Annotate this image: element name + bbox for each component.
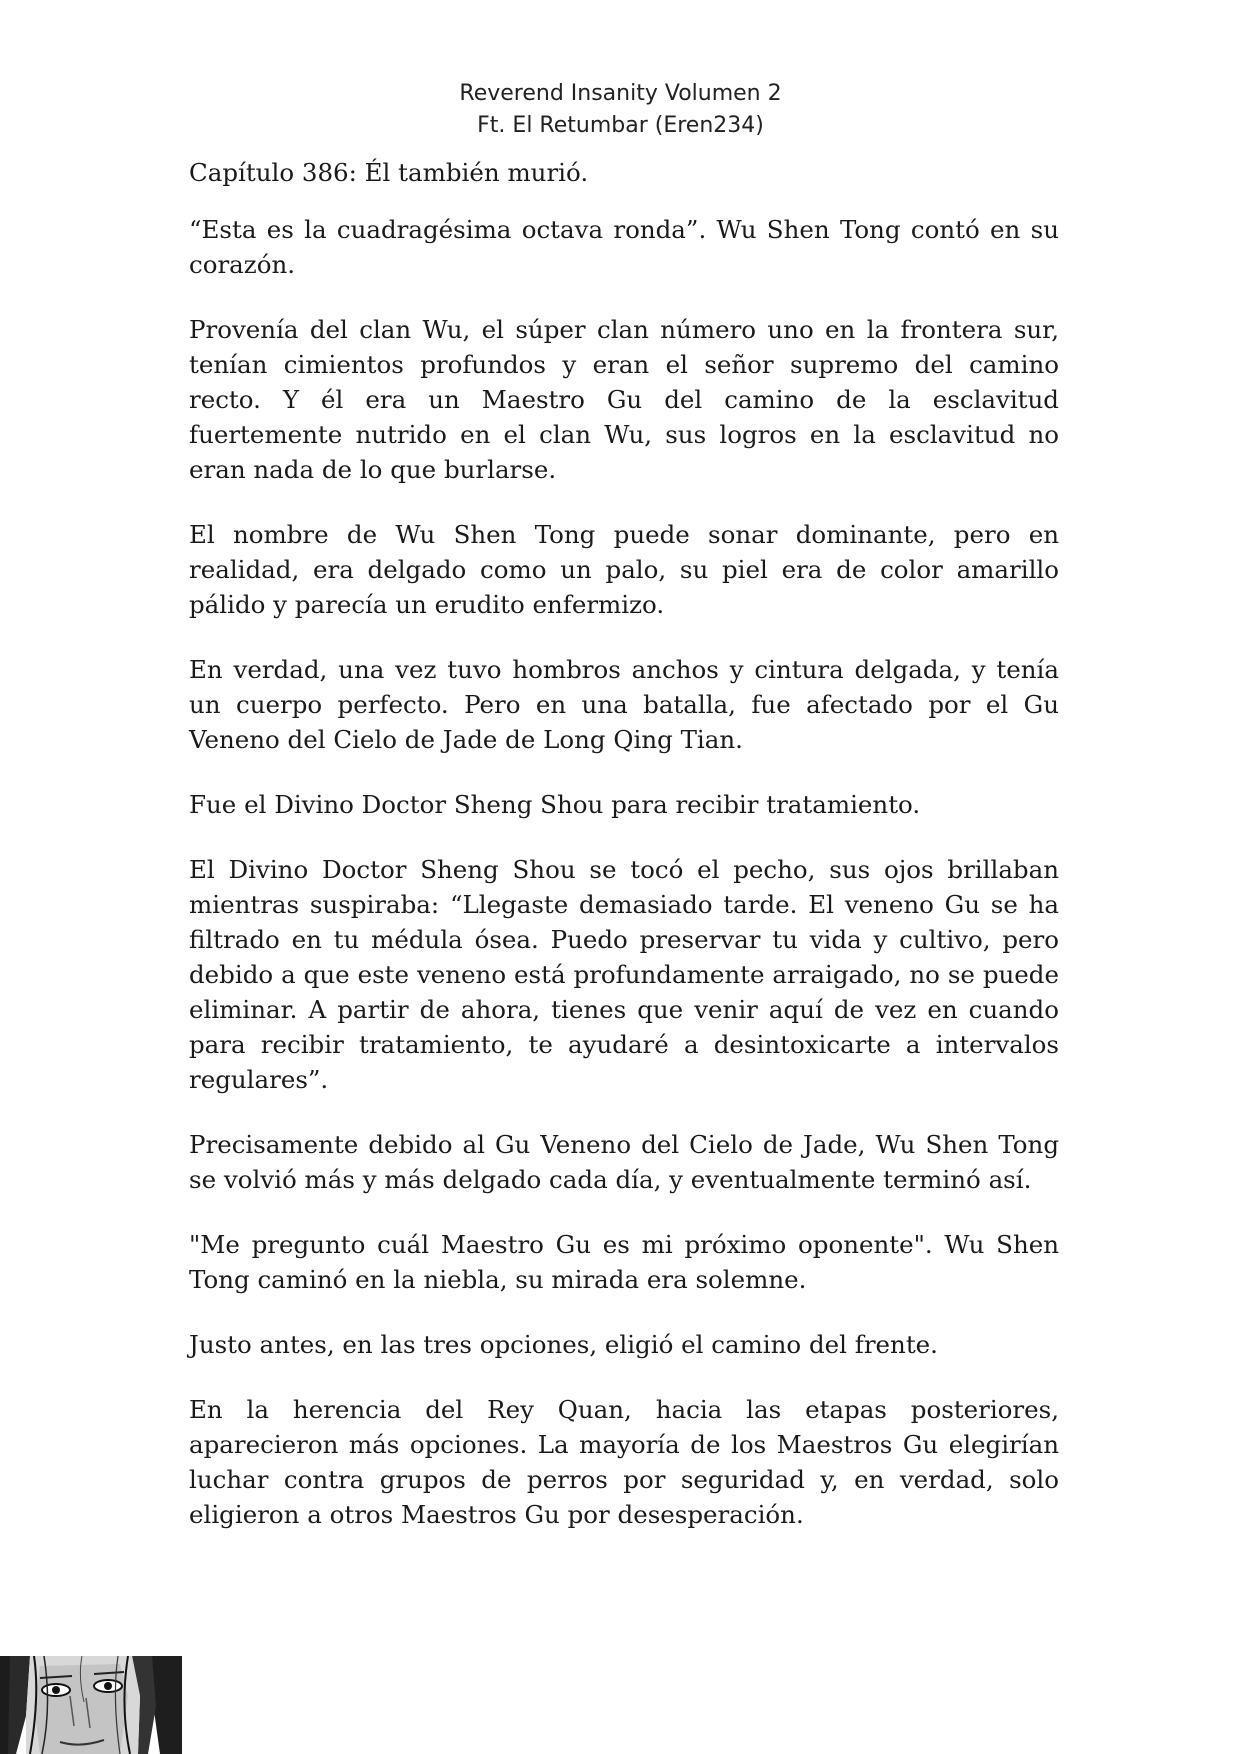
paragraph: Precisamente debido al Gu Veneno del Cielo de Jade, Wu Shen Tong se volvió más y más delgado cada día, y eventualmente terminó así. bbox=[189, 1130, 1059, 1194]
paragraph: Justo antes, en las tres opciones, eligió el camino del frente. bbox=[189, 1330, 938, 1359]
paragraph: El Divino Doctor Sheng Shou se tocó el pecho, sus ojos brillaban mientras suspiraba: “Llegaste demasiado tarde. El veneno Gu se ha filtrado en tu médula ósea. Puedo preservar tu vida y cultivo, pero debido a que este veneno está profundamente arraigado, no se puede eliminar. A partir de ahora, tienes que venir aquí de vez en cuando para recibir tratamiento, te ayudaré a desintoxicarte a intervalos regulares”. bbox=[189, 855, 1059, 1094]
document-header bbox=[0, 78, 1241, 142]
paragraph: Provenía del clan Wu, el súper clan número uno en la frontera sur, tenían cimientos profundos y eran el señor supremo del camino recto. Y él era un Maestro Gu del camino de la esclavitud fuertemente nutrido en el clan Wu, sus logros en la esclavitud no eran nada de lo que burlarse. bbox=[189, 315, 1059, 484]
paragraph: En verdad, una vez tuvo hombros anchos y cintura delgada, y tenía un cuerpo perfecto. Pero en una batalla, fue afectado por el Gu Veneno del Cielo de Jade de Long Qing Tian. bbox=[189, 655, 1059, 754]
chapter-title: Capítulo 386: Él también murió. bbox=[189, 158, 589, 187]
chapter-body bbox=[189, 155, 1059, 1562]
paragraph: En la herencia del Rey Quan, hacia las etapas posteriores, aparecieron más opciones. La mayoría de los Maestros Gu elegirían luchar contra grupos de perros por seguridad y, en verdad, solo eligieron a otros Maestros Gu por desesperación. bbox=[189, 1395, 1059, 1529]
paragraph: Fue el Divino Doctor Sheng Shou para recibir tratamiento. bbox=[189, 790, 921, 819]
paragraph: “Esta es la cuadragésima octava ronda”. Wu Shen Tong contó en su corazón. bbox=[189, 215, 1059, 279]
paragraph: "Me pregunto cuál Maestro Gu es mi próximo oponente". Wu Shen Tong caminó en la niebla, su mirada era solemne. bbox=[189, 1230, 1059, 1294]
header-credit: Ft. El Retumbar (Eren234) bbox=[477, 113, 764, 138]
header-series-title: Reverend Insanity Volumen 2 bbox=[459, 81, 782, 106]
manga-portrait-image bbox=[0, 1656, 182, 1754]
paragraph: El nombre de Wu Shen Tong puede sonar dominante, pero en realidad, era delgado como un palo, su piel era de color amarillo pálido y parecía un erudito enfermizo. bbox=[189, 520, 1059, 619]
